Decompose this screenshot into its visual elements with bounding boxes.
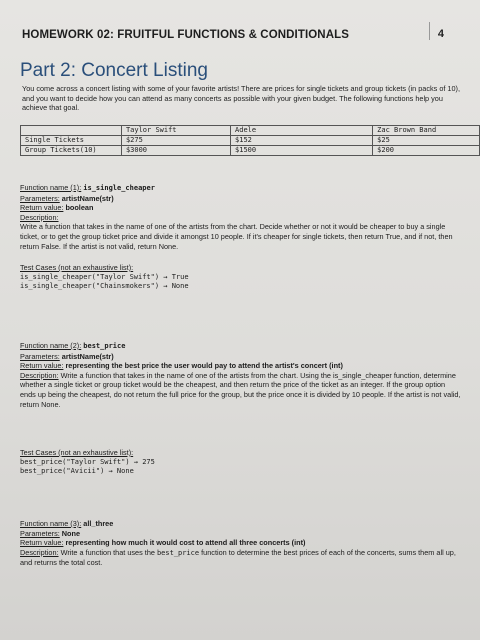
parameters-line bbox=[20, 194, 462, 204]
parameters-value: artistName(str) bbox=[61, 351, 114, 361]
function-2-tests bbox=[20, 448, 462, 477]
parameters-value: artistName(str) bbox=[61, 193, 114, 203]
table-header-row bbox=[21, 126, 480, 136]
return-line bbox=[20, 361, 462, 371]
function-name: is_single_cheaper bbox=[83, 184, 155, 192]
description-label: Description: bbox=[20, 547, 59, 557]
description-block bbox=[20, 371, 462, 409]
function-name-line bbox=[20, 341, 462, 352]
test-cases-label: Test Cases (not an exhaustive list): bbox=[20, 263, 134, 272]
table-cell: $25 bbox=[373, 136, 480, 146]
table-cell: $200 bbox=[373, 146, 480, 156]
table-cell: $1500 bbox=[231, 146, 373, 156]
function-name-line bbox=[20, 519, 462, 529]
table-cell bbox=[21, 126, 122, 136]
table-cell: Single Tickets bbox=[21, 136, 122, 146]
function-3-spec bbox=[20, 519, 462, 568]
parameters-value: None bbox=[61, 528, 81, 538]
return-line bbox=[20, 538, 462, 548]
part-title: Part 2: Concert Listing bbox=[20, 60, 208, 81]
page-number-divider bbox=[429, 22, 430, 40]
return-line bbox=[20, 203, 462, 213]
description-block bbox=[20, 548, 462, 568]
table-cell: Zac Brown Band bbox=[373, 126, 480, 136]
homework-title: HOMEWORK 02: FRUITFUL FUNCTIONS & CONDITIONALS bbox=[22, 29, 350, 41]
table-cell: Group Tickets(10) bbox=[21, 146, 122, 156]
table-cell: $3000 bbox=[121, 146, 230, 156]
test-case: best_price("Avicii") → None bbox=[20, 467, 134, 476]
function-2-spec bbox=[20, 341, 462, 409]
parameters-line bbox=[20, 529, 462, 539]
description-code: best_price bbox=[156, 548, 200, 557]
parameters-line bbox=[20, 352, 462, 362]
intro-paragraph: You come across a concert listing with some of your favorite artists! There are prices for single tickets and group tickets (in packs of 10), and you want to decide how you can attend as many concerts as possible with your given budget. The following functions help you achieve that goal. bbox=[22, 84, 461, 113]
test-case: best_price("Taylor Swift") → 275 bbox=[20, 457, 155, 466]
description-label: Description: bbox=[20, 212, 59, 222]
page-number: 4 bbox=[437, 28, 444, 40]
table-cell: Adele bbox=[231, 126, 373, 136]
return-label: Return value: bbox=[20, 538, 64, 548]
function-name-label: Function name (1): bbox=[20, 183, 82, 192]
price-table bbox=[20, 125, 480, 156]
function-name-label: Function name (2): bbox=[20, 341, 82, 350]
return-value: representing the best price the user would pay to attend the artist's concert (int) bbox=[65, 361, 343, 371]
description-text-end: function to determine the best prices of each of the concerts, sums them all up, and returns the total cost. bbox=[20, 547, 456, 568]
function-name: best_price bbox=[83, 342, 126, 350]
test-case: is_single_cheaper("Chainsmokers") → None bbox=[20, 282, 189, 291]
table-row bbox=[21, 136, 480, 146]
return-label: Return value: bbox=[20, 203, 64, 213]
table-row bbox=[21, 146, 480, 156]
return-value: representing how much it would cost to attend all three concerts (int) bbox=[65, 538, 306, 548]
test-case: is_single_cheaper("Taylor Swift") → True bbox=[20, 272, 189, 281]
function-name-label: Function name (3): bbox=[20, 519, 82, 528]
return-label: Return value: bbox=[20, 361, 64, 371]
parameters-label: Parameters: bbox=[20, 528, 60, 538]
function-1-tests bbox=[20, 263, 462, 292]
description-text: Write a function that takes in the name of one of the artists from the chart. Using the is_single_cheaper function, determine whether a single ticket or group ticket would be the cheapest, and then return the price of the ticket as an integer. If the group option ends up being the cheapest, do not return the full price for the group, but the price once it is divided by 10 people. If the artist is not valid, return None. bbox=[20, 370, 461, 409]
description-text-start: Write a function that uses the bbox=[60, 547, 157, 557]
table-cell: $275 bbox=[121, 136, 230, 146]
function-name-line bbox=[20, 183, 462, 194]
description-label: Description: bbox=[20, 370, 59, 380]
test-cases-label: Test Cases (not an exhaustive list): bbox=[20, 448, 134, 457]
parameters-label: Parameters: bbox=[20, 193, 60, 203]
function-name: all_three bbox=[83, 519, 114, 528]
parameters-label: Parameters: bbox=[20, 351, 60, 361]
function-1-spec bbox=[20, 183, 462, 251]
return-value: boolean bbox=[65, 203, 94, 213]
table-cell: $152 bbox=[231, 136, 373, 146]
description-text: Write a function that takes in the name of one of the artists from the chart. Decide whether or not it would be cheaper to buy a single ticket, or to get the group ticket price and divide it amongst 10 people. If it's cheaper for single tickets, then return True, and if not, then return False. If the artist is not valid, return None. bbox=[20, 222, 453, 251]
table-cell: Taylor Swift bbox=[121, 126, 230, 136]
